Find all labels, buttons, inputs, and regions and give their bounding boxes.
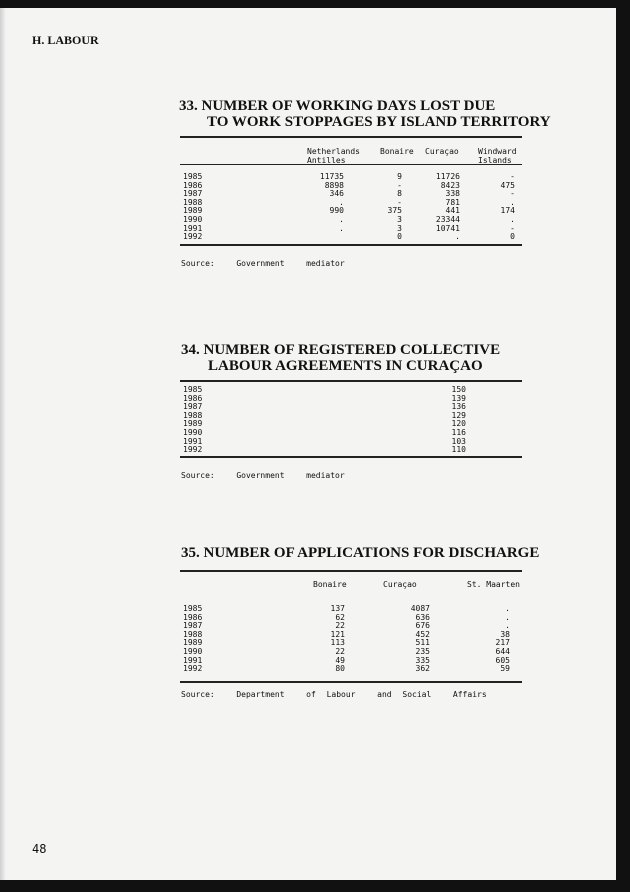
table-cell: 375 (387, 206, 402, 216)
table-cell: 8 (397, 189, 402, 199)
table-cell: 346 (329, 189, 344, 199)
table-cell: 120 (451, 419, 466, 429)
table-cell: . (455, 232, 460, 242)
section-header: H. LABOUR (32, 33, 99, 47)
table-cell: - (397, 180, 402, 190)
table-cell: 22 (335, 647, 345, 656)
table-cell: - (510, 172, 515, 181)
table-cell: . (339, 197, 344, 207)
table-cell: 113 (330, 638, 345, 648)
table-cell: 62 (335, 612, 345, 622)
table-cell: 3 (397, 223, 402, 233)
table-cell: . (510, 215, 515, 224)
table-cell: . (505, 621, 510, 631)
row-year: 1988 (183, 629, 203, 639)
table35-source: Source: Department of Labour and Social Affairs (181, 690, 487, 699)
table-cell: 441 (445, 206, 460, 216)
table33-bottom-rule (180, 244, 522, 246)
row-year: 1991 (183, 436, 203, 446)
table-cell: 137 (330, 604, 345, 613)
table-cell: - (397, 197, 402, 207)
row-year: 1990 (183, 215, 203, 224)
table-cell: 11726 (435, 172, 460, 181)
row-year: 1989 (183, 419, 203, 429)
table35-bottom-rule (180, 681, 522, 683)
table-cell: 59 (500, 664, 510, 674)
table-cell: . (510, 197, 515, 207)
table-cell: 9 (397, 172, 402, 181)
column-header: Netherlands Antilles (307, 147, 360, 165)
table-cell: 781 (445, 197, 460, 207)
document-page (0, 8, 616, 880)
table-cell: 110 (451, 445, 466, 455)
table34-top-rule (180, 380, 522, 382)
table35-title: 35. NUMBER OF APPLICATIONS FOR DISCHARGE (181, 545, 540, 561)
table-cell: 362 (415, 664, 430, 674)
row-year: 1990 (183, 428, 203, 437)
row-year: 1988 (183, 197, 203, 207)
row-year: 1987 (183, 621, 203, 631)
table33-title-line2: TO WORK STOPPAGES BY ISLAND TERRITORY (207, 114, 551, 130)
row-year: 1985 (183, 604, 203, 613)
table-cell: 23344 (435, 215, 460, 224)
row-year: 1986 (183, 180, 203, 190)
row-year: 1992 (183, 445, 203, 455)
row-year: 1991 (183, 655, 203, 665)
row-year: 1992 (183, 664, 203, 674)
table-cell: 8898 (324, 180, 344, 190)
table-cell: 116 (451, 428, 466, 437)
page-number: 48 (32, 842, 47, 856)
table-cell: . (505, 612, 510, 622)
table33-source: Source: Government mediator (181, 259, 345, 268)
table-cell: 644 (495, 647, 510, 656)
table-cell: 3 (397, 215, 402, 224)
column-header: St. Maarten (467, 580, 520, 589)
table34-title-line2: LABOUR AGREEMENTS IN CURAÇAO (208, 358, 483, 374)
table-cell: 0 (397, 232, 402, 242)
table35-top-rule (180, 570, 522, 572)
column-header: Curaçao (383, 580, 417, 589)
table-cell: . (339, 215, 344, 224)
row-year: 1985 (183, 172, 203, 181)
table-cell: 4087 (410, 604, 430, 613)
table34-bottom-rule (180, 456, 522, 458)
table33-title-line1: 33. NUMBER OF WORKING DAYS LOST DUE (179, 98, 496, 114)
table-cell: 11735 (319, 172, 344, 181)
table-cell: 22 (335, 621, 345, 631)
table-cell: 38 (500, 629, 510, 639)
table-cell: 80 (335, 664, 345, 674)
table-cell: 605 (495, 655, 510, 665)
row-year: 1989 (183, 206, 203, 216)
table-cell: 636 (415, 612, 430, 622)
row-year: 1990 (183, 647, 203, 656)
table-cell: 136 (451, 402, 466, 412)
row-year: 1992 (183, 232, 203, 242)
table-cell: 335 (415, 655, 430, 665)
table-cell: 475 (500, 180, 515, 190)
column-header: Bonaire (380, 147, 414, 156)
table34-title-line1: 34. NUMBER OF REGISTERED COLLECTIVE (181, 342, 501, 358)
page-edge-shadow (0, 8, 6, 880)
table-cell: 511 (415, 638, 430, 648)
column-header: Bonaire (313, 580, 347, 589)
table-cell: 0 (510, 232, 515, 242)
table-cell: 235 (415, 647, 430, 656)
row-year: 1986 (183, 393, 203, 403)
table33-top-rule (180, 136, 522, 138)
table-cell: 217 (495, 638, 510, 648)
table-cell: 103 (451, 436, 466, 446)
table-cell: 676 (415, 621, 430, 631)
table-cell: - (510, 189, 515, 199)
column-header: Windward Islands (478, 147, 517, 165)
column-header: Curaçao (425, 147, 459, 156)
table-cell: 338 (445, 189, 460, 199)
table-cell: 139 (451, 393, 466, 403)
table-cell: . (339, 223, 344, 233)
row-year: 1987 (183, 189, 203, 199)
row-year: 1985 (183, 385, 203, 394)
table-cell: 121 (330, 629, 345, 639)
row-year: 1987 (183, 402, 203, 412)
table33-header-rule (180, 164, 522, 165)
row-year: 1989 (183, 638, 203, 648)
table-cell: 10741 (435, 223, 460, 233)
table-cell: 129 (451, 410, 466, 420)
table-cell: . (505, 604, 510, 613)
row-year: 1991 (183, 223, 203, 233)
table-cell: 150 (451, 385, 466, 394)
table34-source: Source: Government mediator (181, 471, 345, 480)
table-cell: - (510, 223, 515, 233)
table-cell: 49 (335, 655, 345, 665)
row-year: 1988 (183, 410, 203, 420)
table-cell: 452 (415, 629, 430, 639)
row-year: 1986 (183, 612, 203, 622)
table-cell: 174 (500, 206, 515, 216)
table-cell: 8423 (440, 180, 460, 190)
table-cell: 990 (329, 206, 344, 216)
